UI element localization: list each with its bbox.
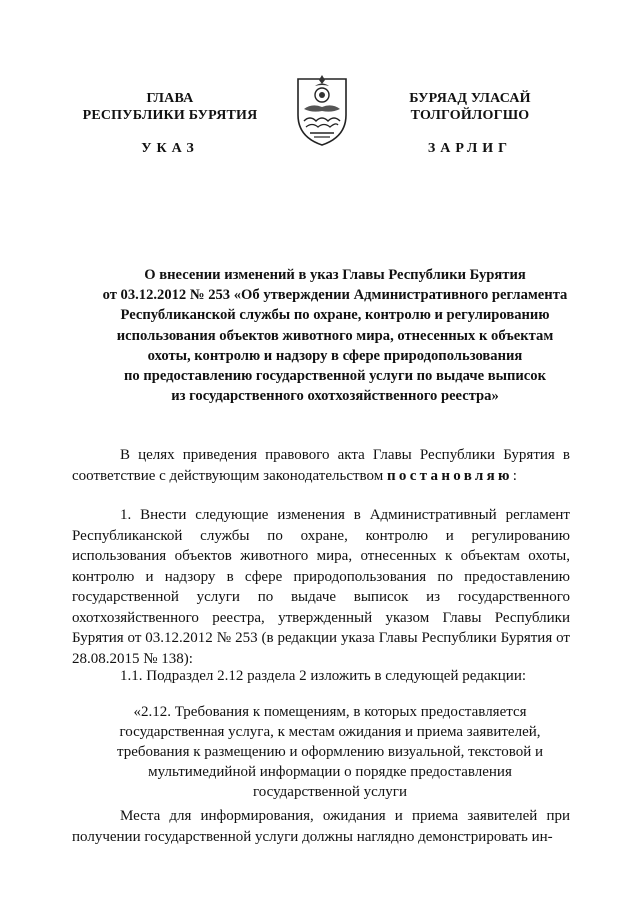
intro-paragraph xyxy=(72,445,570,486)
title-line: из государственного охотхозяйственного реестра» xyxy=(171,388,499,405)
title-line: О внесении изменений в указ Главы Республики Бурятия xyxy=(144,267,526,283)
quote-line: «2.12. Требования к помещениям, в которых предоставляется xyxy=(133,704,527,720)
document-title xyxy=(70,265,600,406)
item-1-1-paragraph xyxy=(72,666,570,687)
item-1-paragraph xyxy=(72,505,570,669)
header-right-line2: ТОЛГОЙЛОГШО xyxy=(410,108,530,123)
title-line: Республиканской службы по охране, контролю и регулированию xyxy=(120,307,550,324)
doc-type-ukaz: УКАЗ xyxy=(141,141,199,156)
header-left xyxy=(60,90,280,124)
title-line: от 03.12.2012 № 253 «Об утверждении Административного регламента xyxy=(102,287,568,304)
header-left-line1: ГЛАВА xyxy=(146,91,194,106)
places-text: Места для информирования, ожидания и приема заявителей при получении государственной услуги должны наглядно демонстрировать ин- xyxy=(72,808,570,845)
coat-of-arms-icon xyxy=(292,75,352,147)
item-1-1-text: 1.1. Подраздел 2.12 раздела 2 изложить в следующей редакции: xyxy=(120,668,527,684)
title-line: использования объектов животного мира, отнесенных к объектам xyxy=(116,327,554,344)
header-left-line2: РЕСПУБЛИКИ БУРЯТИЯ xyxy=(82,108,258,123)
places-paragraph xyxy=(72,806,570,847)
quote-line: государственная услуга, к местам ожидания и приема заявителей, xyxy=(119,724,541,740)
header-right-line1: БУРЯАД УЛАСАЙ xyxy=(409,91,531,106)
item-1-text: 1. Внести следующие изменения в Административный регламент Республиканской службы по охране, контролю и регулированию использования объектов животного мира, отнесенных к объектам охоты, контролю и надзору в сфере природопользования по предоставлению государственной услуги по выдаче выписок из государственного охотхозяйственного реестра, утвержденный указом Главы Республики Бурятия от 03.12.2012 № 253 (в редакции указа Главы Республики Бурятия от 28.08.2015 № 138): xyxy=(72,507,570,667)
title-line: охоты, контролю и надзору в сфере природопользования xyxy=(147,347,523,364)
title-line: по предоставлению государственной услуги по выдаче выписок xyxy=(124,368,546,385)
header-right xyxy=(370,90,570,124)
quoted-subsection-heading xyxy=(110,702,550,802)
quote-line: мультимедийной информации о порядке предоставления xyxy=(148,764,512,780)
intro-end: : xyxy=(512,467,517,484)
intro-text: В целях приведения правового акта Главы Республики Бурятия в соответствие с действующим законодательством xyxy=(72,447,570,484)
decree-word: постановляю xyxy=(386,467,513,484)
doc-type-zarlig: ЗАРЛИГ xyxy=(427,141,513,156)
quote-line: требования к размещению и оформлению визуальной, текстовой и xyxy=(116,744,544,760)
quote-line: государственной услуги xyxy=(253,784,407,800)
